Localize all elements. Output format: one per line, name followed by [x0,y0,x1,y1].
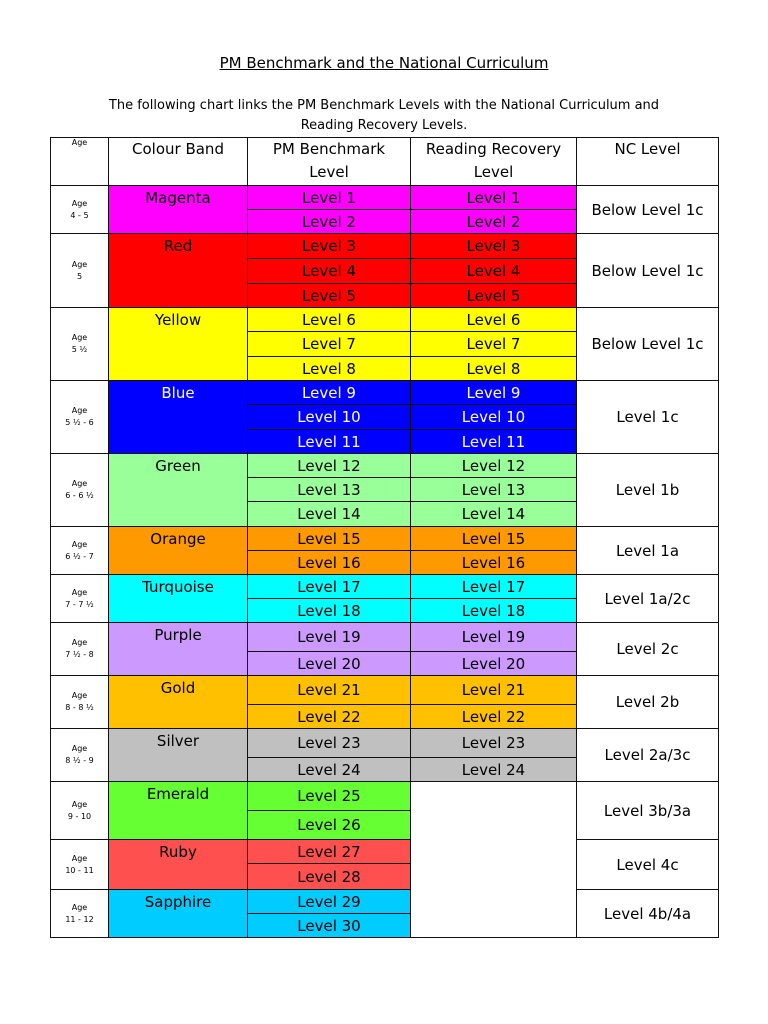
age-label: Age [71,587,88,597]
age-label: Age [71,744,88,753]
age-range: 7 ½ - 8 [65,650,94,659]
colour-band-cell: Emerald [109,782,248,840]
rr-level-cell: Level 14 [411,502,577,527]
levels-table-body [51,186,719,938]
colour-band-cell: Yellow [109,308,248,381]
nc-level-cell: Level 3b/3a [577,782,719,840]
pm-level-cell: Level 25 [248,782,411,811]
nc-level-cell: Level 1a [577,527,719,575]
nc-level-cell: Level 2a/3c [577,729,719,782]
age-range: 8 - 8 ½ [65,703,94,712]
age-label: Age [71,479,88,488]
rr-level-cell: Level 24 [411,758,577,782]
header-pm-line-2: Level [309,163,349,181]
rr-level-cell: Level 18 [411,599,577,623]
table-row [51,676,719,705]
table-row [51,782,719,811]
rr-level-cell: Level 12 [411,454,577,478]
age-label: Age [71,539,88,549]
nc-level-cell: Level 1b [577,454,719,527]
age-cell [51,729,109,782]
intro-text [70,96,698,136]
pm-level-cell: Level 22 [248,705,411,729]
rr-level-cell: Level 19 [411,623,577,652]
pm-level-cell: Level 10 [248,405,411,430]
pm-level-cell: Level 7 [248,332,411,357]
table-row [51,234,719,259]
rr-level-cell: Level 20 [411,652,577,676]
nc-level-cell: Level 2b [577,676,719,729]
age-label: Age [71,333,88,342]
age-range: 7 - 7 ½ [65,599,94,609]
age-label: Age [71,902,88,912]
pm-level-cell: Level 12 [248,454,411,478]
rr-level-cell: Level 11 [411,430,577,454]
pm-level-cell: Level 2 [248,210,411,234]
pm-level-cell: Level 24 [248,758,411,782]
rr-level-cell: Level 13 [411,478,577,502]
colour-band-cell: Ruby [109,840,248,890]
header-pm-line-1: PM Benchmark [272,140,386,158]
age-range: 5 [76,271,83,281]
pm-level-cell: Level 6 [248,308,411,332]
rr-level-cell: Level 16 [411,551,577,575]
age-label: Age [71,799,88,809]
pm-level-cell: Level 1 [248,186,411,210]
age-cell [51,575,109,623]
age-range: 9 - 10 [67,811,92,821]
rr-level-cell: Level 2 [411,210,577,234]
pm-level-cell: Level 13 [248,478,411,502]
age-cell [51,676,109,729]
nc-level-cell: Level 1a/2c [577,575,719,623]
header-pm-benchmark [248,138,411,186]
pm-level-cell: Level 28 [248,864,411,890]
table-row [51,840,719,864]
age-cell [51,186,109,234]
rr-level-cell: Level 4 [411,259,577,284]
pm-level-cell: Level 21 [248,676,411,705]
colour-band-cell: Red [109,234,248,308]
rr-level-cell: Level 7 [411,332,577,357]
age-label: Age [71,853,88,863]
rr-level-cell: Level 5 [411,284,577,308]
pm-level-cell: Level 8 [248,357,411,381]
nc-level-cell: Level 2c [577,623,719,676]
pm-level-cell: Level 27 [248,840,411,864]
colour-band-cell: Sapphire [109,890,248,938]
age-range: 4 - 5 [70,210,89,220]
pm-level-cell: Level 3 [248,234,411,259]
age-cell [51,454,109,527]
table-row [51,623,719,652]
levels-table [50,137,719,938]
age-range: 6 - 6 ½ [65,491,94,500]
nc-level-cell: Level 4b/4a [577,890,719,938]
pm-level-cell: Level 20 [248,652,411,676]
pm-level-cell: Level 23 [248,729,411,758]
age-cell [51,890,109,938]
colour-band-cell: Magenta [109,186,248,234]
rr-level-cell: Level 8 [411,357,577,381]
nc-level-cell: Below Level 1c [577,186,719,234]
rr-empty-cell [411,782,577,938]
age-label: Age [71,691,88,700]
age-label: Age [71,638,88,647]
rr-level-cell: Level 22 [411,705,577,729]
pm-level-cell: Level 15 [248,527,411,551]
pm-level-cell: Level 30 [248,914,411,938]
age-label: Age [71,198,88,208]
header-rr-line-1: Reading Recovery [425,140,562,158]
colour-band-cell: Silver [109,729,248,782]
nc-level-cell: Level 4c [577,840,719,890]
age-cell [51,527,109,575]
age-cell [51,623,109,676]
nc-level-cell: Below Level 1c [577,234,719,308]
colour-band-cell: Turquoise [109,575,248,623]
age-range: 10 - 11 [65,865,94,875]
age-range: 11 - 12 [65,914,94,924]
table-row [51,575,719,599]
intro-line-2: Reading Recovery Levels. [300,118,468,133]
pm-level-cell: Level 4 [248,259,411,284]
rr-level-cell: Level 1 [411,186,577,210]
rr-level-cell: Level 15 [411,527,577,551]
colour-band-cell: Gold [109,676,248,729]
pm-level-cell: Level 16 [248,551,411,575]
age-cell [51,782,109,840]
rr-level-cell: Level 3 [411,234,577,259]
age-range: 8 ½ - 9 [65,756,94,765]
rr-level-cell: Level 10 [411,405,577,430]
rr-level-cell: Level 17 [411,575,577,599]
colour-band-cell: Green [109,454,248,527]
rr-level-cell: Level 21 [411,676,577,705]
colour-band-cell: Purple [109,623,248,676]
age-range: 6 ½ - 7 [65,551,94,561]
table-row [51,729,719,758]
colour-band-cell: Orange [109,527,248,575]
header-row [51,138,719,186]
rr-level-cell: Level 9 [411,381,577,405]
pm-level-cell: Level 11 [248,430,411,454]
age-cell [51,234,109,308]
table-row [51,186,719,210]
age-cell [51,840,109,890]
pm-level-cell: Level 14 [248,502,411,527]
pm-level-cell: Level 5 [248,284,411,308]
colour-band-cell: Blue [109,381,248,454]
nc-level-cell: Below Level 1c [577,308,719,381]
table-row [51,527,719,551]
pm-level-cell: Level 26 [248,811,411,840]
nc-level-cell: Level 1c [577,381,719,454]
table-row [51,381,719,405]
pm-level-cell: Level 18 [248,599,411,623]
age-range: 5 ½ - 6 [65,418,94,427]
header-age: Age [51,138,109,186]
intro-line-1: The following chart links the PM Benchmark Levels with the National Curriculum and [108,98,660,113]
age-range: 5 ½ [71,345,88,354]
age-cell [51,381,109,454]
rr-level-cell: Level 23 [411,729,577,758]
table-row [51,454,719,478]
table-row [51,308,719,332]
header-rr-line-2: Level [473,163,514,181]
header-colour-band: Colour Band [109,138,248,186]
page-title: PM Benchmark and the National Curriculum [219,54,549,72]
pm-level-cell: Level 9 [248,381,411,405]
pm-level-cell: Level 19 [248,623,411,652]
pm-level-cell: Level 29 [248,890,411,914]
age-cell [51,308,109,381]
age-label: Age [71,259,88,269]
header-nc-level: NC Level [577,138,719,186]
header-reading-recovery [411,138,577,186]
age-label: Age [71,406,88,415]
table-row [51,890,719,914]
pm-level-cell: Level 17 [248,575,411,599]
rr-level-cell: Level 6 [411,308,577,332]
